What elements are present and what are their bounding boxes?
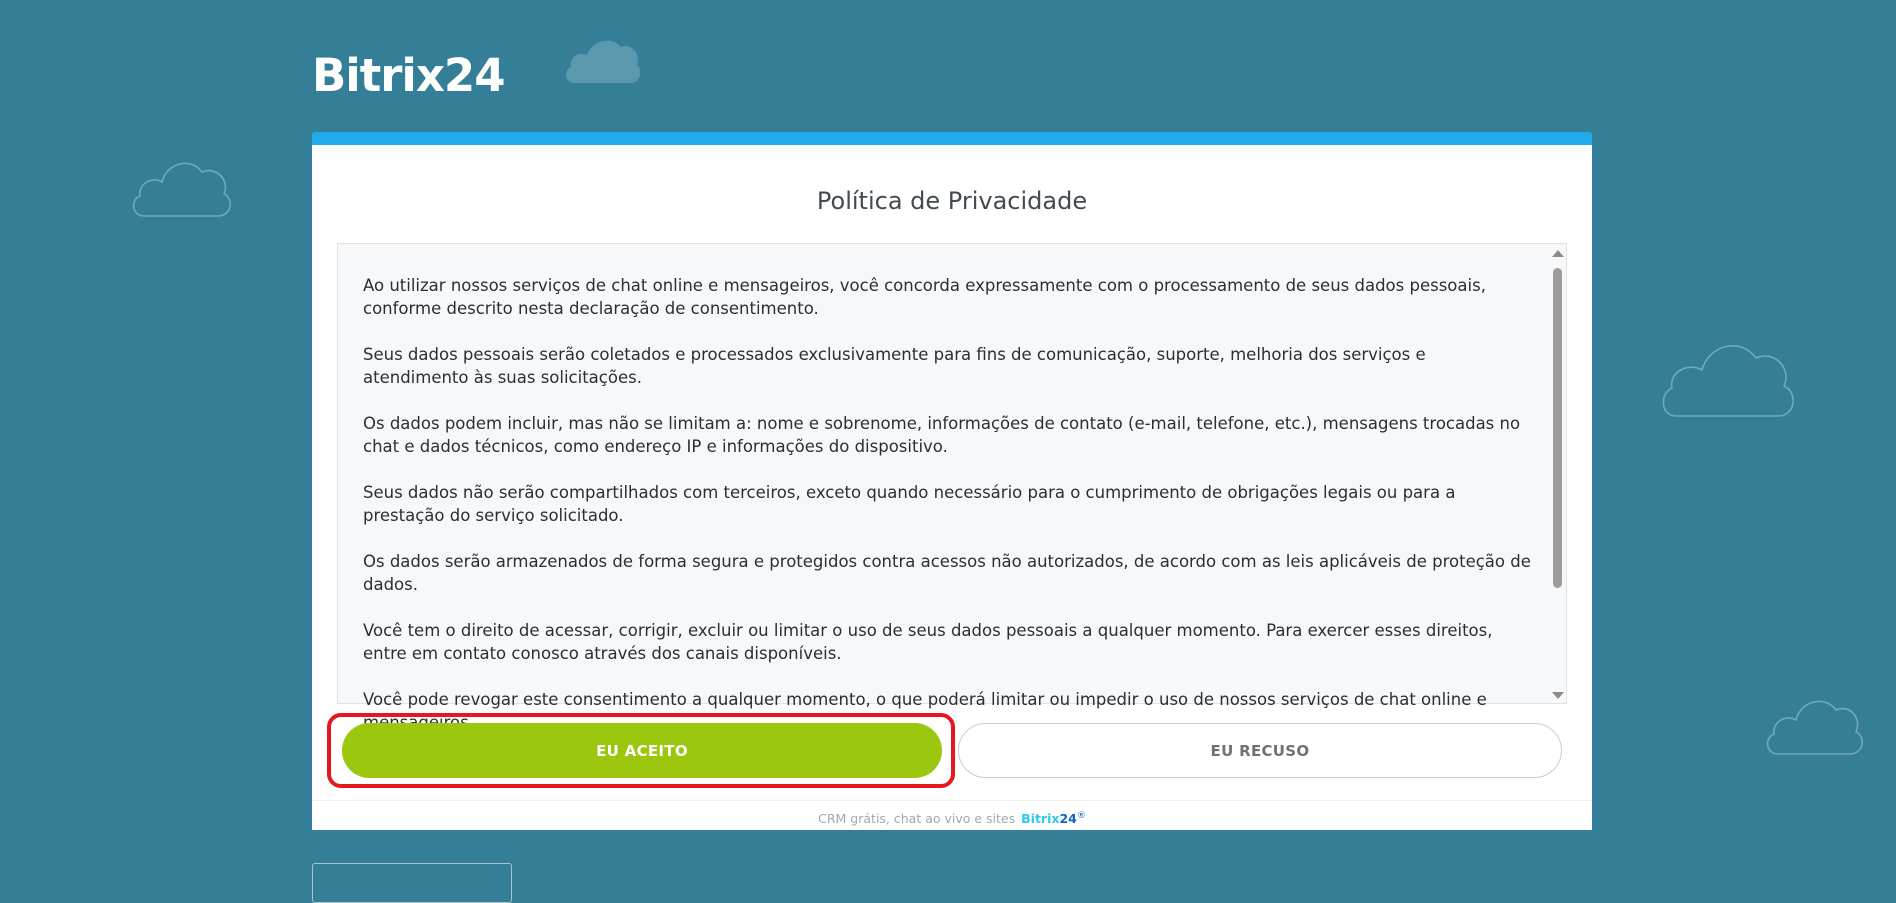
footer-logo-reg: ® [1076, 811, 1086, 821]
policy-paragraph: Os dados serão armazenados de forma segura e protegidos contra acessos não autorizados, de acordo com as leis aplicáveis de proteção de dados. [363, 552, 1531, 594]
dialog-title: Política de Privacidade [816, 187, 1088, 215]
policy-paragraph: Você tem o direito de acessar, corrigir, excluir ou limitar o uso de seus dados pessoais a qualquer momento. Para exercer esses direitos, entre em contato conosco através dos canais disponíveis. [363, 621, 1493, 663]
footer [312, 800, 1592, 831]
partial-bottom-button[interactable] [312, 863, 512, 903]
policy-text-box[interactable] [337, 243, 1567, 709]
footer-bitrix24-logo[interactable] [1021, 811, 1086, 826]
policy-paragraph: Ao utilizar nossos serviços de chat online e mensageiros, você concorda expressamente com o processamento de seus dados pessoais, conforme descrito nesta declaração de consentimento. [363, 276, 1486, 318]
scrollbar-thumb[interactable] [1553, 268, 1562, 588]
accept-button[interactable]: EU ACEITO [342, 723, 942, 778]
policy-text [363, 274, 1533, 757]
vertical-scrollbar[interactable] [1550, 248, 1564, 701]
cloud-icon [1658, 330, 1798, 418]
footer-text: CRM grátis, chat ao vivo e sites [818, 811, 1016, 827]
bitrix24-logo: Bitrix24 [312, 49, 505, 102]
cloud-icon [1764, 690, 1866, 756]
cloud-icon [130, 152, 234, 218]
policy-paragraph: Você pode revogar este consentimento a qualquer momento, o que poderá limitar ou impedir o uso de nossos serviços de chat online e [363, 690, 1487, 709]
cloud-icon [563, 33, 643, 85]
scroll-down-arrow-icon[interactable] [1552, 692, 1564, 699]
decline-button[interactable]: EU RECUSO [958, 723, 1562, 778]
policy-paragraph: Seus dados pessoais serão coletados e processados exclusivamente para fins de comunicação, suporte, melhoria dos serviços e atendimento às suas solicitações. [363, 345, 1426, 387]
policy-paragraph: Seus dados não serão compartilhados com terceiros, exceto quando necessário para o cumprimento de obrigações legais ou para a prestação do serviço solicitado. [363, 483, 1456, 525]
footer-logo-text: Bitrix [1021, 811, 1060, 827]
privacy-policy-dialog [312, 132, 1592, 830]
footer-logo-num: 24 [1059, 811, 1077, 827]
scroll-up-arrow-icon[interactable] [1552, 250, 1564, 257]
policy-paragraph: Os dados podem incluir, mas não se limitam a: nome e sobrenome, informações de contato (e-mail, telefone, etc.), mensagens trocadas no chat e dados técnicos, como endereço IP e informações do dispositivo. [363, 414, 1521, 456]
